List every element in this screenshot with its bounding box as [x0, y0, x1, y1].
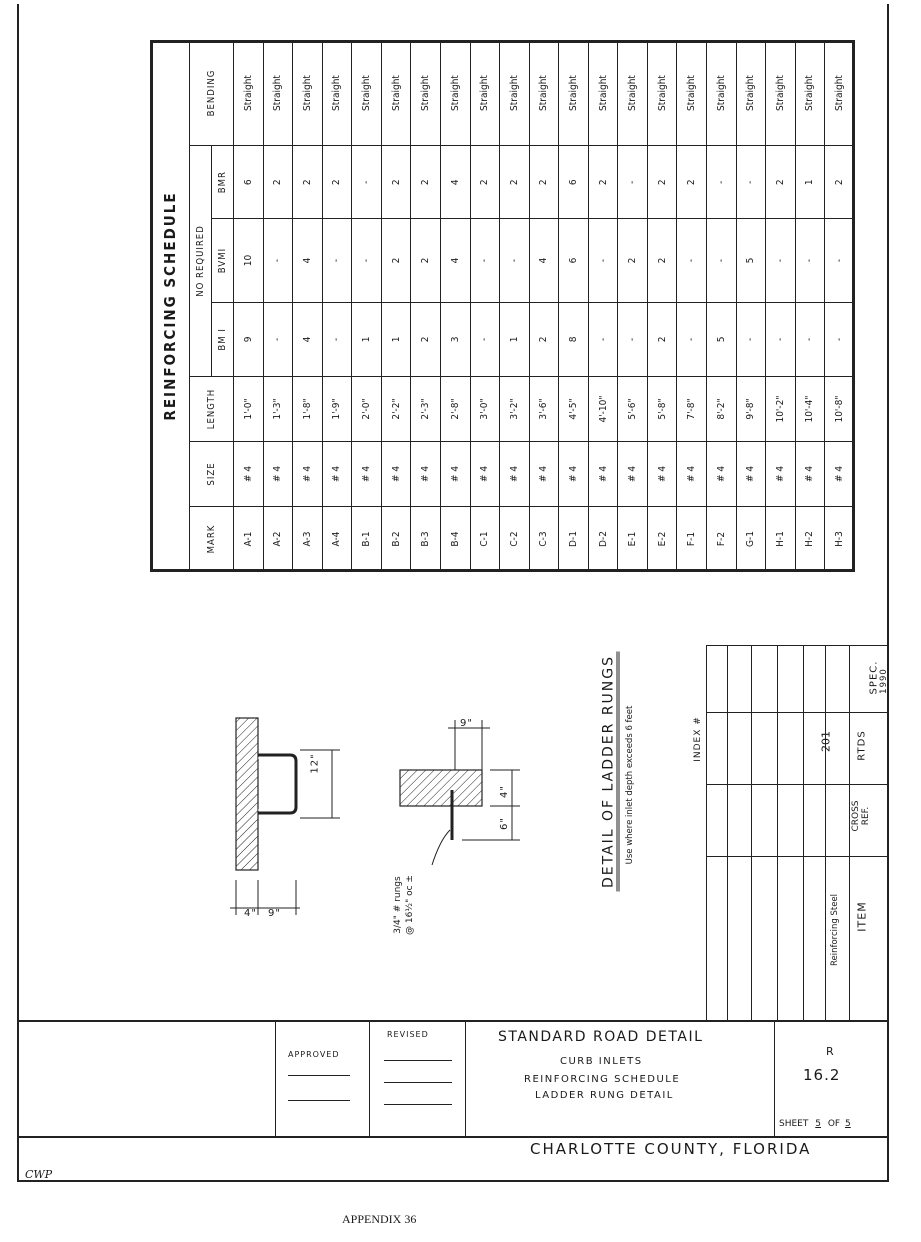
rung-note-2: @ 16½" oc ± — [405, 875, 415, 935]
cell-bending: Straight — [470, 41, 500, 146]
spec-rtds: RTDS — [856, 730, 868, 761]
cell-bending: Straight — [588, 41, 618, 146]
cell-mark: C-1 — [470, 507, 500, 572]
cell-mark: F-2 — [707, 507, 737, 572]
cell-length: 5'-8" — [647, 377, 677, 442]
cell-bvmi: 5 — [736, 219, 766, 302]
index-value: 201 — [819, 731, 833, 752]
cell-bending: Straight — [529, 41, 559, 146]
wall-section-plan — [400, 770, 482, 806]
dim-9b: 9" — [460, 718, 473, 729]
cell-size: # 4 — [500, 442, 530, 507]
cell-mark: B-1 — [352, 507, 382, 572]
table-row — [500, 41, 530, 572]
title-block — [17, 1020, 889, 1138]
table-row — [647, 41, 677, 572]
cell-bending: Straight — [707, 41, 737, 146]
title-line4: LADDER RUNG DETAIL — [535, 1090, 674, 1101]
revised-label: REVISED — [387, 1030, 429, 1039]
cell-mark: D-1 — [559, 507, 589, 572]
rung-u-bar — [258, 755, 296, 813]
cell-bmr: 2 — [263, 146, 293, 219]
dim-12: 12" — [309, 753, 321, 774]
cell-mark: H-2 — [795, 507, 825, 572]
cell-size: # 4 — [766, 442, 796, 507]
cell-bmr: - — [736, 146, 766, 219]
table-row — [736, 41, 766, 572]
header-bmi: BM I — [212, 302, 234, 376]
spec-label: SPEC. — [868, 660, 880, 695]
cell-bending: Straight — [234, 41, 264, 146]
cell-bmr: 2 — [322, 146, 352, 219]
cell-size: # 4 — [647, 442, 677, 507]
cell-bmi: - — [470, 302, 500, 376]
cell-bmr: - — [352, 146, 382, 219]
cell-bvmi: - — [322, 219, 352, 302]
header-bmr: BMR — [212, 146, 234, 219]
cell-size: # 4 — [234, 442, 264, 507]
cell-mark: E-1 — [618, 507, 648, 572]
schedule-table — [150, 40, 855, 572]
title-line3: REINFORCING SCHEDULE — [524, 1074, 681, 1085]
detail-note: Use where inlet depth exceeds 6 feet — [625, 705, 635, 865]
cell-length: 10'-2" — [766, 377, 796, 442]
table-row — [293, 41, 323, 572]
cell-length: 4'-10" — [588, 377, 618, 442]
cell-bvmi: 4 — [529, 219, 559, 302]
cell-bending: Straight — [293, 41, 323, 146]
cell-bending: Straight — [766, 41, 796, 146]
cell-size: # 4 — [470, 442, 500, 507]
cell-bmi: - — [766, 302, 796, 376]
cell-bending: Straight — [352, 41, 382, 146]
cell-bvmi: - — [470, 219, 500, 302]
index-label: INDEX # — [693, 716, 703, 762]
cell-bmi: - — [677, 302, 707, 376]
spec-year: 1990 — [879, 668, 889, 694]
dim-4b: 4" — [498, 785, 510, 798]
cell-bmr: 2 — [825, 146, 855, 219]
cell-bending: Straight — [500, 41, 530, 146]
county-name: CHARLOTTE COUNTY, FLORIDA — [530, 1140, 812, 1158]
cell-bmi: 1 — [500, 302, 530, 376]
cell-bmi: 5 — [707, 302, 737, 376]
table-row — [588, 41, 618, 572]
header-bvmi: BVMI — [212, 219, 234, 302]
dim-9: 9" — [268, 908, 281, 919]
cell-size: # 4 — [588, 442, 618, 507]
cell-bmr: 2 — [293, 146, 323, 219]
cell-mark: B-4 — [440, 507, 470, 572]
reinforcing-schedule — [150, 40, 855, 572]
cell-bmr: 2 — [588, 146, 618, 219]
cell-size: # 4 — [677, 442, 707, 507]
cell-bvmi: 10 — [234, 219, 264, 302]
cell-bmi: 1 — [352, 302, 382, 376]
table-row — [677, 41, 707, 572]
cell-mark: B-3 — [411, 507, 441, 572]
table-row — [322, 41, 352, 572]
cell-bmr: - — [707, 146, 737, 219]
cell-size: # 4 — [618, 442, 648, 507]
cell-bmr: 2 — [677, 146, 707, 219]
cell-length: 1'-0" — [234, 377, 264, 442]
cell-bmi: 2 — [647, 302, 677, 376]
rung-note-1: 3/4" # rungs — [393, 876, 403, 934]
cell-bvmi: - — [707, 219, 737, 302]
cell-mark: E-2 — [647, 507, 677, 572]
cell-bending: Straight — [795, 41, 825, 146]
cell-bvmi: 4 — [440, 219, 470, 302]
cell-bvmi: - — [766, 219, 796, 302]
cell-bvmi: 2 — [618, 219, 648, 302]
cell-mark: F-1 — [677, 507, 707, 572]
cell-bending: Straight — [411, 41, 441, 146]
table-row — [766, 41, 796, 572]
cell-size: # 4 — [263, 442, 293, 507]
cell-bmr: 6 — [559, 146, 589, 219]
cell-bmi: - — [322, 302, 352, 376]
cell-length: 3'-2" — [500, 377, 530, 442]
cell-bending: Straight — [677, 41, 707, 146]
cell-size: # 4 — [707, 442, 737, 507]
cell-bvmi: 4 — [293, 219, 323, 302]
title-line2: CURB INLETS — [560, 1056, 643, 1067]
cell-mark: A-1 — [234, 507, 264, 572]
cell-size: # 4 — [293, 442, 323, 507]
table-row — [529, 41, 559, 572]
cell-length: 3'-6" — [529, 377, 559, 442]
cell-bmr: 2 — [529, 146, 559, 219]
schedule-title: REINFORCING SCHEDULE — [151, 41, 190, 572]
cell-bmi: - — [736, 302, 766, 376]
cell-length: 10'-8" — [825, 377, 855, 442]
cell-size: # 4 — [529, 442, 559, 507]
cell-bmr: 2 — [470, 146, 500, 219]
approved-label: APPROVED — [288, 1050, 340, 1059]
table-row — [795, 41, 825, 572]
cell-length: 3'-0" — [470, 377, 500, 442]
initials: CWP — [25, 1168, 53, 1181]
cell-mark: B-2 — [381, 507, 411, 572]
cell-size: # 4 — [381, 442, 411, 507]
cell-size: # 4 — [825, 442, 855, 507]
cell-bmi: 2 — [529, 302, 559, 376]
cell-bmr: 2 — [647, 146, 677, 219]
table-row — [352, 41, 382, 572]
cell-bvmi: - — [263, 219, 293, 302]
cell-size: # 4 — [795, 442, 825, 507]
cell-mark: H-1 — [766, 507, 796, 572]
cell-length: 2'-3" — [411, 377, 441, 442]
table-row — [234, 41, 264, 572]
cross-ref-header: CROSS REF. — [851, 800, 871, 832]
wall-section-side — [236, 718, 258, 870]
cell-bvmi: - — [677, 219, 707, 302]
dim-4: 4" — [244, 908, 257, 919]
cell-length: 1'-9" — [322, 377, 352, 442]
cell-length: 7'-8" — [677, 377, 707, 442]
cell-mark: C-2 — [500, 507, 530, 572]
item-value: Reinforcing Steel — [830, 893, 840, 967]
cell-mark: A-4 — [322, 507, 352, 572]
table-row — [470, 41, 500, 572]
cell-bmi: 3 — [440, 302, 470, 376]
drawing-number: 16.2 — [803, 1066, 841, 1084]
cell-bending: Straight — [559, 41, 589, 146]
cell-bvmi: 2 — [381, 219, 411, 302]
cell-mark: G-1 — [736, 507, 766, 572]
cell-length: 9'-8" — [736, 377, 766, 442]
cell-length: 4'-5" — [559, 377, 589, 442]
appendix-label: APPENDIX 36 — [342, 1212, 417, 1226]
cell-bvmi: - — [352, 219, 382, 302]
header-size: SIZE — [190, 442, 234, 507]
cell-size: # 4 — [440, 442, 470, 507]
cell-bmi: 4 — [293, 302, 323, 376]
cell-bmr: 2 — [381, 146, 411, 219]
table-row — [825, 41, 855, 572]
cell-bmr: 2 — [766, 146, 796, 219]
cell-bvmi: - — [588, 219, 618, 302]
cell-mark: A-3 — [293, 507, 323, 572]
cell-bmi: - — [795, 302, 825, 376]
cell-length: 10'-4" — [795, 377, 825, 442]
cell-bvmi: - — [500, 219, 530, 302]
cell-bmr: - — [618, 146, 648, 219]
cell-bmr: 6 — [234, 146, 264, 219]
sheet-info: SHEET 5 OF 5 — [779, 1119, 851, 1129]
cell-length: 1'-8" — [293, 377, 323, 442]
detail-title: DETAIL OF LADDER RUNGS — [601, 652, 620, 892]
title-line1: STANDARD ROAD DETAIL — [498, 1029, 704, 1045]
cell-bvmi: - — [795, 219, 825, 302]
table-row — [559, 41, 589, 572]
cell-bmr: 4 — [440, 146, 470, 219]
table-row — [411, 41, 441, 572]
rev-letter: R — [826, 1045, 834, 1058]
cell-size: # 4 — [411, 442, 441, 507]
cell-bending: Straight — [440, 41, 470, 146]
cell-bending: Straight — [647, 41, 677, 146]
table-row — [618, 41, 648, 572]
cell-bending: Straight — [263, 41, 293, 146]
cell-length: 2'-0" — [352, 377, 382, 442]
cell-mark: C-3 — [529, 507, 559, 572]
cell-bmr: 2 — [411, 146, 441, 219]
cell-bmi: - — [263, 302, 293, 376]
cell-bending: Straight — [736, 41, 766, 146]
header-length: LENGTH — [190, 377, 234, 442]
cell-size: # 4 — [322, 442, 352, 507]
cell-bmi: 8 — [559, 302, 589, 376]
cell-mark: A-2 — [263, 507, 293, 572]
table-row — [440, 41, 470, 572]
header-no-required: NO REQUIRED — [190, 146, 212, 377]
cell-bmi: 2 — [411, 302, 441, 376]
cell-bending: Straight — [381, 41, 411, 146]
cell-bending: Straight — [825, 41, 855, 146]
cell-bmr: 1 — [795, 146, 825, 219]
table-row — [263, 41, 293, 572]
cell-bvmi: - — [825, 219, 855, 302]
cell-size: # 4 — [352, 442, 382, 507]
table-row — [707, 41, 737, 572]
cell-bending: Straight — [618, 41, 648, 146]
cell-bmr: 2 — [500, 146, 530, 219]
cell-mark: D-2 — [588, 507, 618, 572]
cell-size: # 4 — [736, 442, 766, 507]
cell-length: 2'-2" — [381, 377, 411, 442]
table-row — [381, 41, 411, 572]
cell-bmi: - — [588, 302, 618, 376]
cell-bmi: 1 — [381, 302, 411, 376]
header-mark: MARK — [190, 507, 234, 572]
cell-length: 5'-6" — [618, 377, 648, 442]
item-header: ITEM — [855, 901, 869, 932]
cell-bmi: - — [825, 302, 855, 376]
header-bending: BENDING — [190, 41, 234, 146]
cell-bending: Straight — [322, 41, 352, 146]
cell-length: 1'-3" — [263, 377, 293, 442]
cell-bvmi: 2 — [647, 219, 677, 302]
cell-size: # 4 — [559, 442, 589, 507]
dim-6: 6" — [498, 817, 510, 830]
cell-length: 2'-8" — [440, 377, 470, 442]
cell-bvmi: 2 — [411, 219, 441, 302]
cell-bvmi: 6 — [559, 219, 589, 302]
cell-length: 8'-2" — [707, 377, 737, 442]
cell-mark: H-3 — [825, 507, 855, 572]
cell-bmi: 9 — [234, 302, 264, 376]
cell-bmi: - — [618, 302, 648, 376]
